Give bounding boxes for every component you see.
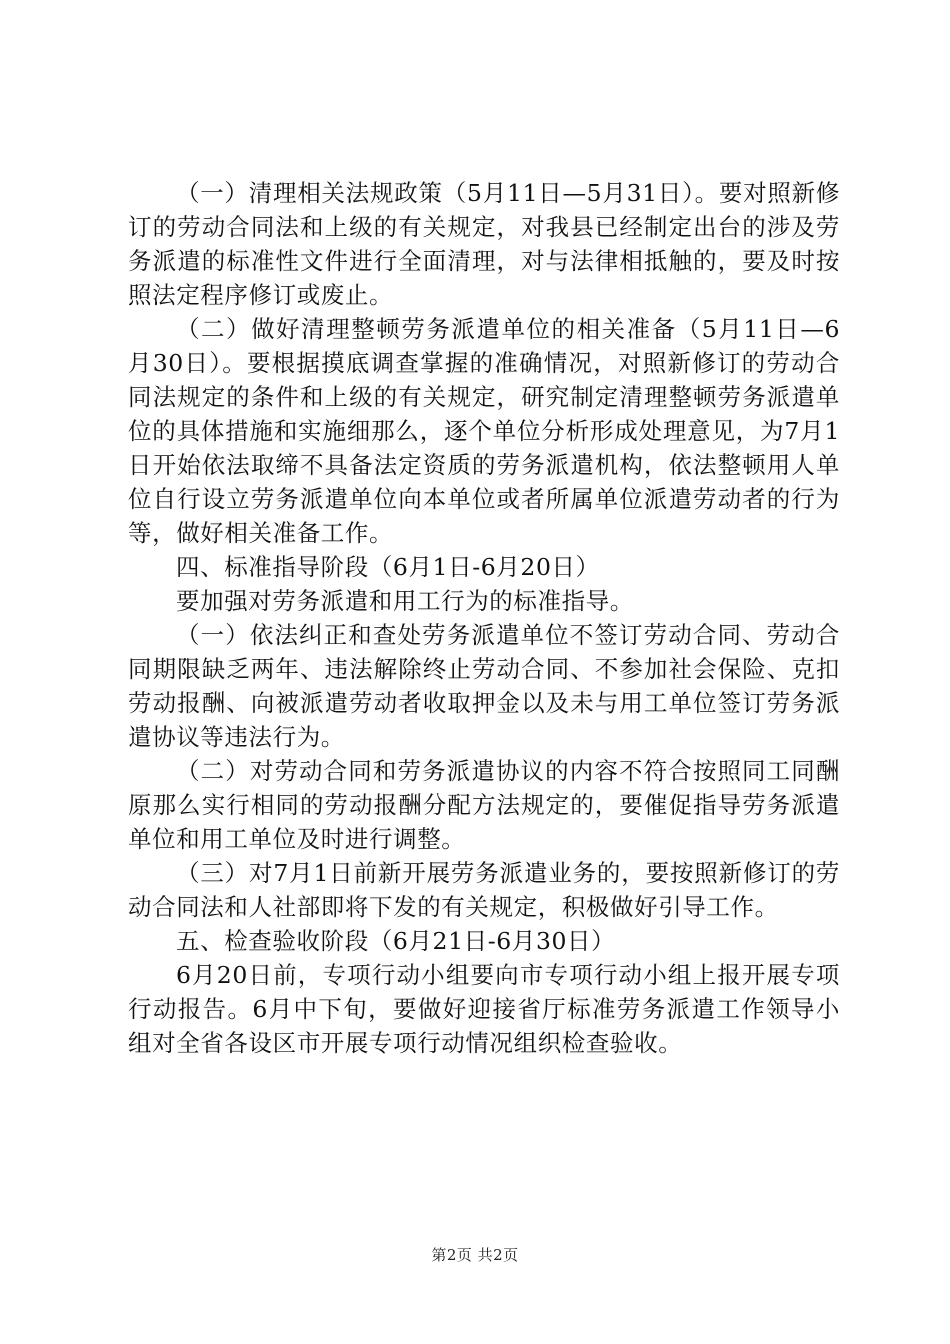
section-heading-inspection-stage: 五、检查验收阶段（6月21日-6月30日） xyxy=(176,927,616,955)
paragraph-guidance-intro: 要加强对劳务派遣和用工行为的标准指导。 xyxy=(176,587,634,615)
paragraph-inspection-report: 6月20日前，专项行动小组要向市专项行动小组上报开展专项行动报告。6月中下旬，要做好迎接省厅标准劳务派遣工作领导小组对全省各设区市开展专项行动情况组织检查验收。 xyxy=(128,961,840,1057)
section-heading-guidance-stage: 四、标准指导阶段（6月1日-6月20日） xyxy=(176,553,600,581)
paragraph-clean-regulations: （一）清理相关法规政策（5月11日—5月31日）。要对照新修订的劳动合同法和上级的有关规定，对我县已经制定出台的涉及劳务派遣的标准性文件进行全面清理，对与法律相抵触的，要及时按照法定程序修订或废止。 xyxy=(128,179,840,309)
page-number-footer: 第2页 共2页 xyxy=(431,1246,519,1264)
paragraph-prepare-rectification: （二）做好清理整顿劳务派遣单位的相关准备（5月11日—6月30日）。要根据摸底调查掌握的准确情况，对照新修订的劳动合同法规定的条件和上级的有关规定，研究制定清理整顿劳务派遣单位的具体措施和实施细那么，逐个单位分析形成处理意见，为7月1日开始依法取缔不具备法定资质的劳务派遣机构，依法整顿用人单位自行设立劳务派遣单位向本单位或者所属单位派遣劳动者的行为等，做好相关准备工作。 xyxy=(128,315,840,547)
paragraph-new-business-guidance: （三）对7月1日前新开展劳务派遣业务的，要按照新修订的劳动合同法和人社部即将下发的有关规定，积极做好引导工作。 xyxy=(128,859,840,921)
paragraph-correct-violations: （一）依法纠正和查处劳务派遣单位不签订劳动合同、劳动合同期限缺乏两年、违法解除终止劳动合同、不参加社会保险、克扣劳动报酬、向被派遣劳动者收取押金以及未与用工单位签订劳务派遣协议等违法行为。 xyxy=(128,621,840,751)
paragraph-equal-pay-adjustment: （二）对劳动合同和劳务派遣协议的内容不符合按照同工同酬原那么实行相同的劳动报酬分配方法规定的，要催促指导劳务派遣单位和用工单位及时进行调整。 xyxy=(128,757,840,853)
document-body xyxy=(128,176,840,1060)
